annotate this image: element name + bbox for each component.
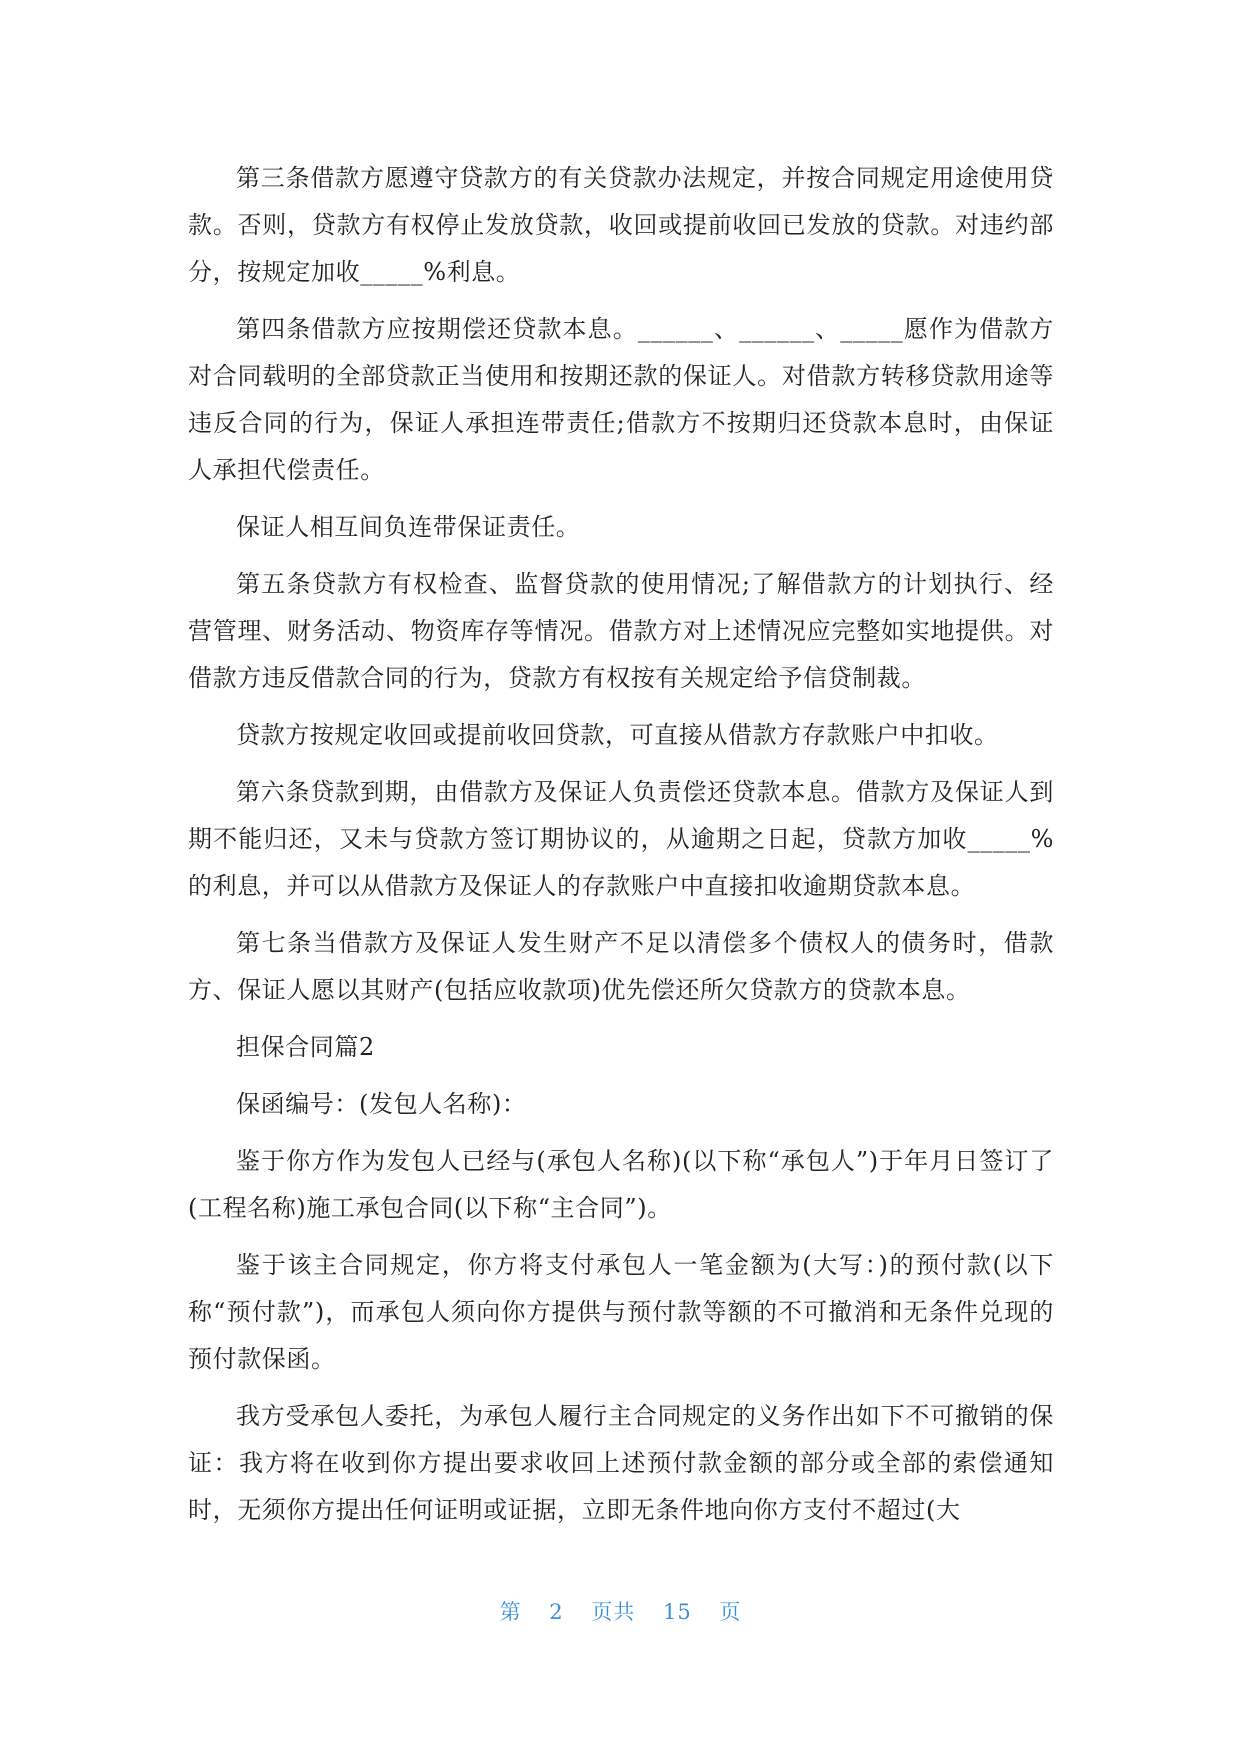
paragraph-whereas-1: 鉴于你方作为发包人已经与(承包人名称)(以下称“承包人”)于年月日签订了(工程名称)施工承包合同(以下称“主合同”)。 xyxy=(188,1147,1054,1222)
paragraph-article-6: 第六条贷款到期，由借款方及保证人负责偿还贷款本息。借款方及保证人到期不能归还，又未与贷款方签订期协议的，从逾期之日起，贷款方加收_____%的利息，并可以从借款方及保证人的存款账户中直接扣收逾期贷款本息。 xyxy=(188,778,1054,900)
footer-middle: 页共 xyxy=(591,1600,636,1624)
paragraph-recovery: 贷款方按规定收回或提前收回贷款，可直接从借款方存款账户中扣收。 xyxy=(236,721,999,749)
paragraph-undertaking: 我方受承包人委托，为承包人履行主合同规定的义务作出如下不可撤销的保证：我方将在收到你方提出要求收回上述预付款金额的部分或全部的索偿通知时，无须你方提出任何证明或证据，立即无条件地向你方支付不超过(大 xyxy=(188,1402,1054,1524)
footer-current-page: 2 xyxy=(549,1600,564,1624)
paragraph-whereas-2: 鉴于该主合同规定，你方将支付承包人一笔金额为(大写：)的预付款(以下称“预付款”)，而承包人须向你方提供与预付款等额的不可撤消和无条件兑现的预付款保函。 xyxy=(188,1251,1054,1373)
paragraph-guarantor-joint-liability: 保证人相互间负连带保证责任。 xyxy=(236,513,581,541)
footer-suffix: 页 xyxy=(719,1600,742,1624)
paragraph-article-4: 第四条借款方应按期偿还贷款本息。______、______、_____愿作为借款方对合同载明的全部贷款正当使用和按期还款的保证人。对借款方转移贷款用途等违反合同的行为，保证人承担连带责任;借款方不按期归还贷款本息时，由保证人承担代偿责任。 xyxy=(188,315,1054,484)
paragraph-article-5: 第五条贷款方有权检查、监督贷款的使用情况;了解借款方的计划执行、经营管理、财务活动、物资库存等情况。借款方对上述情况应完整如实地提供。对借款方违反借款合同的行为，贷款方有权按有关规定给予信贷制裁。 xyxy=(188,570,1054,692)
paragraph-article-7: 第七条当借款方及保证人发生财产不足以清偿多个债权人的债务时，借款方、保证人愿以其财产(包括应收款项)优先偿还所欠贷款方的贷款本息。 xyxy=(188,929,1054,1004)
footer-total-pages: 15 xyxy=(663,1600,692,1624)
paragraph-article-3: 第三条借款方愿遵守贷款方的有关贷款办法规定，并按合同规定用途使用贷款。否则，贷款方有权停止发放贷款，收回或提前收回已发放的贷款。对违约部分，按规定加收_____%利息。 xyxy=(188,164,1054,286)
page-footer xyxy=(0,1596,1241,1626)
document-body xyxy=(188,155,1054,1544)
footer-prefix: 第 xyxy=(499,1600,522,1624)
paragraph-guarantee-number: 保函编号：(发包人名称)： xyxy=(236,1090,527,1118)
section-heading: 担保合同篇2 xyxy=(236,1033,375,1061)
